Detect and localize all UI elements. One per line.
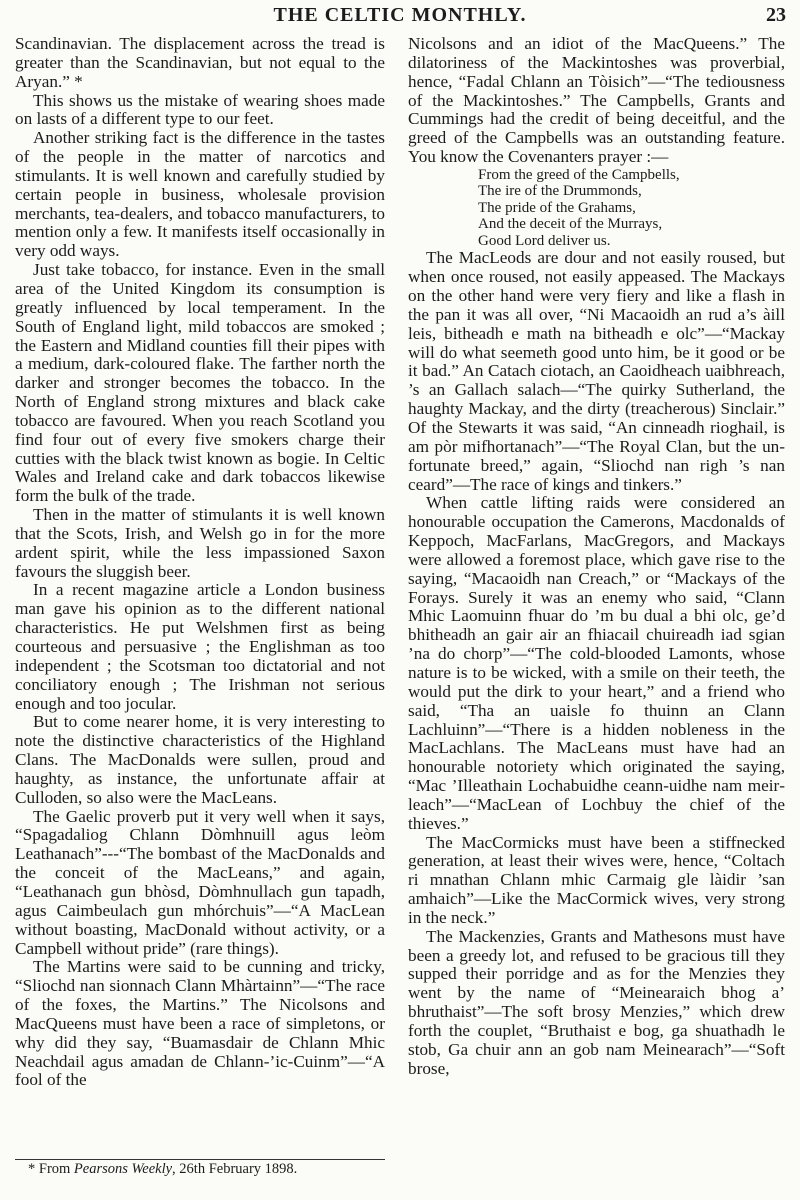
paragraph: In a recent magazine article a London business man gave his opinion as to the different national characteristics. He put Welshmen first as being courteous and persuasive ; the Englishman as too independent ; the Scotsman too dictatorial and not conciliatory enough ; The Irishman not serious enough and too jocular. <box>15 580 385 713</box>
paragraph: When cattle lifting raids were considered an honourable occupation the Camerons, Macdonalds of Keppoch, MacFarlans, MacGregors, and Mackays were allowed a foremost place, which gave rise to the saying, “Macaoidh nan Creach,” or “Mackays of the Forays. Surely it was an enemy who said, “Clann Mhic Laomuinn fhuar do ’m bu dual a bhi olc, ge’d bhitheadh an gair air an fhiacail chuireadh iad sgian ’na do chorp”—“The cold-blooded Lamonts, whose nature is to be wicked, with a smile on their teeth, the would put the dirk to your heart,” and a friend who said, “Tha an uaisle fo thuinn an Clann Lachluinn”—“There is a hidden nobleness in the MacLachlans. The MacLeans must have had an honourable notoriety which originated the saying, “Mac ’Illeathain Lochabuidhe ceann-uidhe nam meirleach”—“MacLean of Lochbuy the chief of the thieves.” <box>408 493 785 833</box>
verse-line: From the greed of the Campbells, <box>478 166 680 183</box>
paragraph: The MacLeods are dour and not easily roused, but when once roused, not easily appeased. The Mackays on the other hand were very fiery and like a flash in the pan it was all over, “Ni Macaoidh an rud a’s àill leis, bitheadh e math na bitheadh e olc”—“Mackay will do what seemeth good unto him, be it good or be it bad.” An Catach ciotach, an Caoidheach uaibhreach, ’s an Gallach salach—“The quirky Sutherland, the haughty Mackay, and the dirty (treacherous) Sinclair.” Of the Stewarts it was said, “An cinneadh rioghail, is am pòr mifhortanach”—“The Royal Clan, but the unfortunate breed,” again, “Sliochd nan righ ’s nan ceard”—The race of kings and tinkers.” <box>408 248 785 494</box>
verse-line: The pride of the Grahams, <box>478 199 636 216</box>
footnote-source: Pearsons Weekly <box>73 1161 173 1177</box>
paragraph: Then in the matter of stimulants it is well known that the Scots, Irish, and Welsh go in for the more ardent spirit, while the less impassioned Saxon favours the sluggish beer. <box>15 505 385 581</box>
paragraph: Nicolsons and an idiot of the MacQueens.” The dilatoriness of the Mackintoshes was proverbial, hence, “Fadal Chlann an Tòisich”—“The tediousness of the Mackintoshes.” The Campbells, Grants and Cummings had the credit of being deceitful, and the greed of the Campbells was an outstanding feature. You know the Covenanters prayer :— <box>408 34 785 167</box>
footnote-divider <box>15 1159 385 1160</box>
verse-line: The ire of the Drummonds, <box>478 183 642 200</box>
running-header <box>0 4 800 30</box>
right-column <box>408 35 785 1079</box>
footnote <box>28 1161 297 1178</box>
paragraph: The MacCormicks must have been a stiffnecked generation, at least their wives were, hence, “Coltach ri mnathan Chlann mhic Carmaig gle làidir ’san amhaich”—Like the MacCormick wives, very strong in the neck.” <box>408 832 785 927</box>
footnote-marker: * From <box>28 1161 74 1177</box>
verse-line: Good Lord deliver us. <box>478 232 611 249</box>
paragraph: But to come nearer home, it is very interesting to note the distinctive characteristics of the Highland Clans. The MacDonalds were sullen, proud and haughty, as instance, the unfortunate affair at Culloden, so also were the MacLeans. <box>15 712 385 807</box>
publication-title: THE CELTIC MONTHLY. <box>273 4 527 26</box>
paragraph: This shows us the mistake of wearing shoes made on lasts of a different type to our feet. <box>15 90 385 129</box>
paragraph: Just take tobacco, for instance. Even in the small area of the United Kingdom its consumption is greatly influenced by local temperament. In the South of England light, mild tobaccos are smoked ; the Eastern and Midland counties fill their pipes with a medium, dark-coloured flake. The farther north the darker and stronger becomes the tobacco. In the North of England strong mixtures and black cake tobacco are favoured. When you reach Scotland you find four out of every five smokers charge their cutties with the black twist known as bogie. In Celtic Wales and Ireland cake and dark tobaccos likewise form the bulk of the trade. <box>15 260 385 506</box>
footnote-date: , 26th February 1898. <box>172 1161 298 1177</box>
left-column <box>15 35 385 1090</box>
paragraph: The Gaelic proverb put it very well when it says, “Spagadaliog Chlann Dòmhnuill agus leòm Leathanach”---“The bombast of the MacDonalds and the conceit of the MacLeans,” and again, “Leathanach gun bhòsd, Dòmhnullach gun tapadh, agus Caimbeulach gun mhórchuis”—“A MacLean without boasting, MacDonald without activity, or a Campbell without pride” (rare things). <box>15 806 385 958</box>
covenanters-prayer-verse <box>478 167 785 250</box>
paragraph: Scandinavian. The displacement across the tread is greater than the Scandinavian, but not equal to the Aryan.” * <box>15 34 385 91</box>
paragraph: The Mackenzies, Grants and Mathesons must have been a greedy lot, and refused to be gracious till they supped their porridge and as for the Menzies they went by the name of “Meinearaich bhog a’ bhruthaist”—The soft brosy Menzies,” which drew forth the couplet, “Bruthaist e bog, ga shuathadh le stob, Ga chuir ann an gob nam Meinearach”—“Soft brose, <box>408 926 785 1078</box>
verse-line: And the deceit of the Murrays, <box>478 216 663 233</box>
page-number: 23 <box>766 4 786 26</box>
paragraph: The Martins were said to be cunning and tricky, “Sliochd nan sionnach Clann Mhàrtainn”—“The race of the foxes, the Martins.” The Nicolsons and MacQueens must have been a race of simpletons, or why did they say, “Buamasdair de Chlann Mhic Neachdail agus amadan de Chlann-’ic-Cuinm”—“A fool of the <box>15 957 385 1090</box>
paragraph: Another striking fact is the difference in the tastes of the people in the matter of narcotics and stimulants. It is well known and carefully studied by certain people in business, wholesale provision merchants, tea-dealers, and tobacco manufacturers, to mention only a few. It manifests itself occasionally in very odd ways. <box>15 128 385 261</box>
